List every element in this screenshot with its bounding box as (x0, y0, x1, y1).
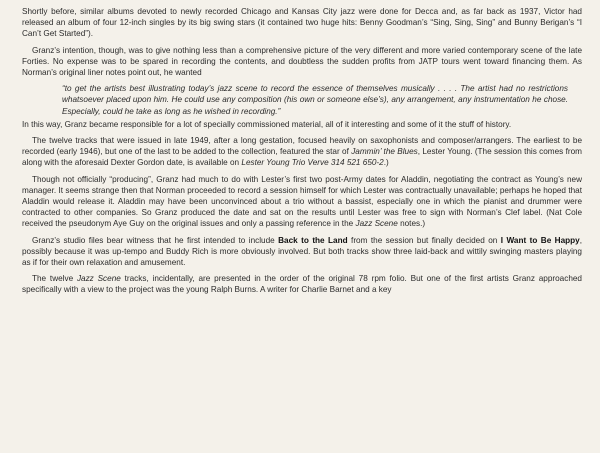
paragraph-5-text-a: Though not officially “producing”, Granz had much to do with Lester’s first two post-Army dates for Aladdin, negotiating the contract as Young’s new manager. It seems strange then that Norman proceeded to record a session himself for which Lester was contractually unavailable; perhaps he hoped that Aladdin would release it. Aladdin may have been unconvinced about a trio without a bassist, especially one in which the pianist and drummer were contracted to other companies. So Granz produced the date and sat on the results until Lester was free to sign with Norman’s Clef label. (Nat Cole received the pseudonym Aye Guy on the original issues and only a passing reference in the (22, 174, 582, 229)
paragraph-5-text-b: notes.) (397, 219, 426, 229)
paragraph-7 (22, 273, 582, 295)
film-title: Jammin’ the Blues (351, 147, 418, 157)
paragraph-1: Shortly before, similar albums devoted to newly recorded Chicago and Kansas City jazz were done for Decca and, as far back as 1937, Victor had released an album of four 12-inch singles by its big swing stars (it contained two huge hits: Benny Goodman’s “Sing, Sing, Sing” and Bunny Berigan’s “I Can’t Get Started”). (22, 7, 582, 39)
liner-notes-quote: “to get the artists best illustrating today’s jazz scene to record the essence of themselves musically . . . . The artist had no restrictions whatsoever placed upon him. He could use any composition (his own or someone else’s), any arrangement, any instrumentation he chose. Especially, could he take as long as he wished in recording.” (62, 84, 568, 116)
paragraph-4-text-b: , Lester Young. (The session this comes from along with the aforesaid Dexter Gordon date, is available on (22, 147, 582, 168)
jazz-scene-title: Jazz Scene (355, 219, 398, 229)
paragraph-4-text-a: The twelve tracks that were issued in late 1949, after a long gestation, focused heavily on saxophonists and composer/arrangers. The earliest to be recorded (early 1946), but one of the last to be added to the collection, featured the star of (22, 136, 582, 157)
album-title: Lester Young Trio Verve 314 521 650-2 (241, 158, 384, 168)
paragraph-5 (22, 174, 582, 230)
paragraph-3: In this way, Granz became responsible for a lot of specially commissioned material, all of it interesting and some of it the stuff of history. (22, 119, 512, 129)
paragraph-2: Granz’s intention, though, was to give nothing less than a comprehensive picture of the very different and more varied contemporary scene of the late Forties. No expense was to be spared in recording the contents, and doubtless the sudden profits from JATP tours went toward financing them. As Norman’s original liner notes point out, he wanted (22, 45, 582, 78)
track-title-i-want-to-be-happy: I Want to Be Happy (500, 235, 580, 245)
paragraph-7-text-b: tracks, incidentally, are presented in the order of the original 78 rpm folio. But one of the first artists Granz approached specifically with a view to the project was the young Ralph Burns. A writer for Charlie Barnet and a key (22, 274, 582, 295)
paragraph-4 (22, 135, 582, 169)
paragraph-6-text-b: from the session but finally decided on (347, 235, 501, 245)
jazz-scene-title-2: Jazz Scene (76, 274, 121, 284)
paragraph-4-text-c: .) (383, 158, 389, 168)
paragraph-7-text-a: The twelve (32, 274, 77, 284)
paragraph-6-text-a: Granz’s studio files bear witness that he first intended to include (32, 235, 279, 245)
paragraph-6-text-c: , possibly because it was up-tempo and Buddy Rich is more obviously involved. But both tracks show three laid-back and wittily swinging masters playing as if for their own relaxation and amusement. (22, 235, 582, 268)
track-title-back-to-the-land: Back to the Land (278, 235, 348, 245)
paragraph-6 (22, 235, 582, 269)
